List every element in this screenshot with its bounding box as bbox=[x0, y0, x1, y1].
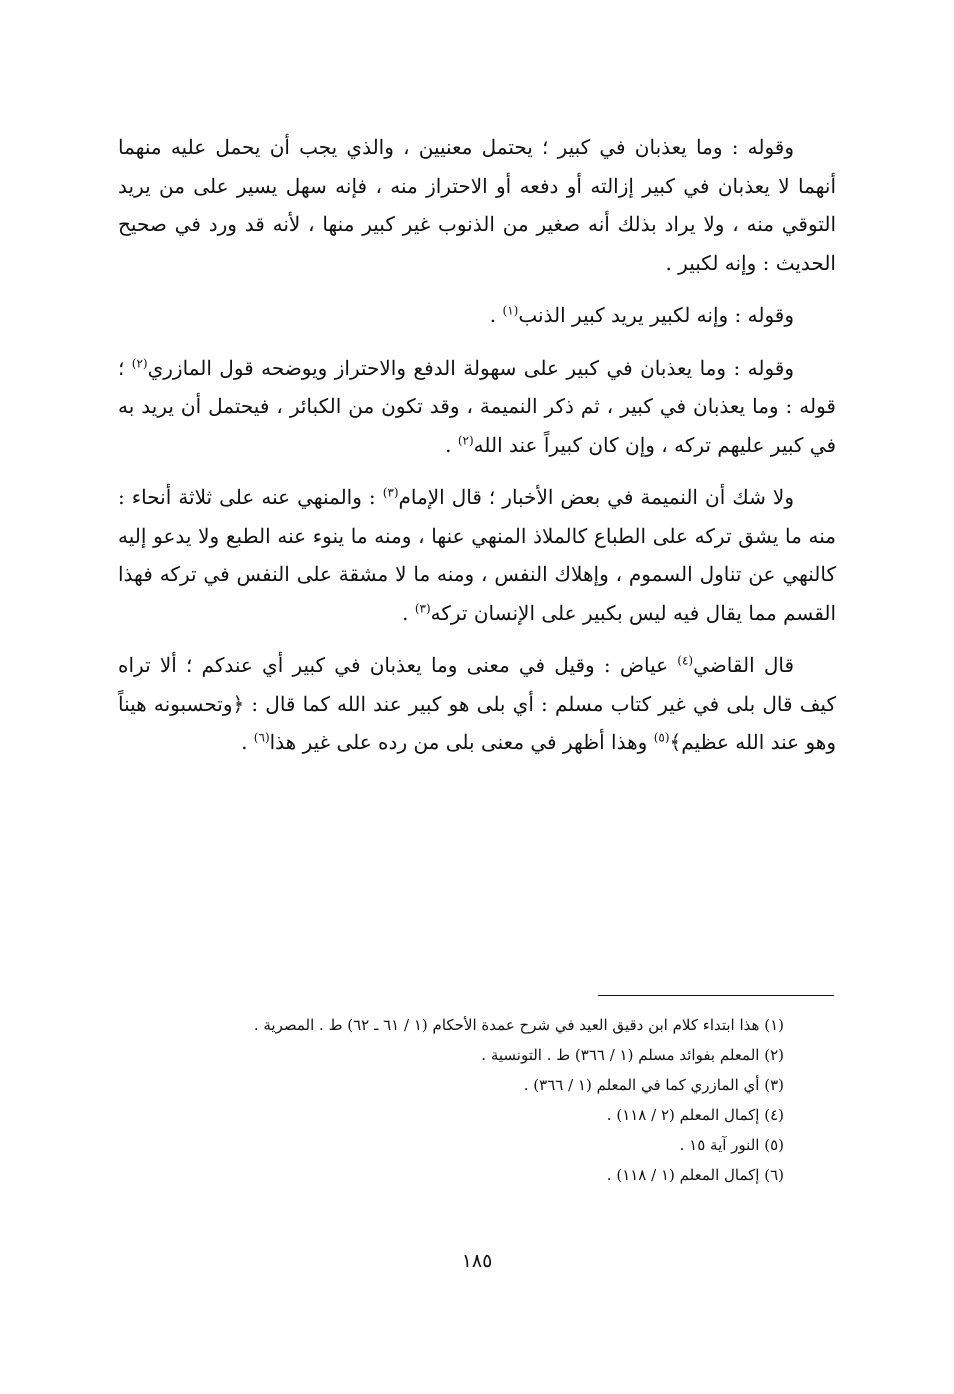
footnote-2: (٢) المعلم بفوائد مسلم (١ / ٣٦٦) ط . التونسية . bbox=[481, 1046, 784, 1064]
footnote-6: (٦) إكمال المعلم (١ / ١١٨) . bbox=[606, 1166, 784, 1184]
footnote-5: (٥) النور آية ١٥ . bbox=[679, 1136, 784, 1154]
paragraph-text: . bbox=[241, 730, 254, 754]
footnote-ref[interactable]: (٣) bbox=[382, 485, 399, 500]
footnote-3: (٣) أي المازري كما في المعلم (١ / ٣٦٦) . bbox=[523, 1076, 784, 1094]
footnote-ref[interactable]: (٣) bbox=[414, 600, 431, 615]
footnote-ref[interactable]: (٤) bbox=[677, 653, 694, 668]
paragraph-text: وقوله : وما يعذبان في كبير على سهولة الدفع والاحتراز ويوضحه قول المازري bbox=[147, 355, 794, 380]
paragraph-text: ولا شك أن النميمة في بعض الأخبار ؛ قال الإمام bbox=[398, 485, 794, 509]
paragraph-text: وقوله : وما يعذبان في كبير ؛ يحتمل معنيين ، والذي يجب أن يحمل عليه منهما أنهما لا يعذبان في كبير إزالته أو دفعه أو الاحتراز منه ، فإنه سهل يسير على من يريد التوقي منه ، ولا يراد بذلك أنه صغير من الذنوب غير كبير منها ، لأنه قد ورد في صحيح الحديث : وإنه لكبير . bbox=[118, 135, 836, 275]
paragraph-2 bbox=[118, 296, 836, 335]
footnote-ref[interactable]: (٦) bbox=[253, 730, 270, 745]
footnote-ref[interactable]: (٢) bbox=[131, 355, 148, 370]
paragraph-text: . bbox=[402, 600, 415, 625]
paragraph-3 bbox=[118, 349, 836, 465]
footnote-1: (١) هذا ابتداء كلام ابن دقيق العيد في شرح عمدة الأحكام (١ / ٦١ ـ ٦٢) ط . المصرية . bbox=[253, 1016, 784, 1034]
main-text bbox=[118, 128, 836, 776]
paragraph-4 bbox=[118, 478, 836, 632]
paragraph-text: ؛ قوله : وما يعذبان في كبير ، ثم ذكر النميمة ، وقد تكون من الكبائر ، فيحتمل أن يريد به في كبير عليهم تركه ، وإن كان كبيراً عند الله bbox=[118, 355, 836, 457]
paragraph-text: وقوله : وإنه لكبير يريد كبير الذنب bbox=[518, 303, 794, 327]
paragraph-text: . bbox=[489, 303, 503, 327]
paragraph-1 bbox=[118, 128, 836, 282]
footnote-ref[interactable]: (٥) bbox=[653, 730, 670, 745]
footnote-divider bbox=[598, 995, 834, 996]
paragraph-text: قال القاضي bbox=[693, 653, 795, 677]
footnotes bbox=[118, 1010, 784, 1190]
footnote-4: (٤) إكمال المعلم (٢ / ١١٨) . bbox=[606, 1106, 784, 1124]
page-number: ١٨٥ bbox=[461, 1250, 493, 1272]
paragraph-text: عياض : وقيل في معنى وما يعذبان في كبير أي عندكم ؛ ألا تراه كيف قال بلى في غير كتاب مسلم : أي بلى هو كبير عند الله كما قال : ﴿وتحسبونه هيناً وهو عند الله عظيم﴾ bbox=[118, 653, 836, 754]
paragraph-text: وهذا أظهر في معنى بلى من رده على غير هذا bbox=[269, 730, 654, 754]
paragraph-text: : والمنهي عنه على ثلاثة أنحاء : منه ما يشق تركه على الطباع كالملاذ المنهي عنها ، ومنه ما ينوء عنه الطبع ولا يدعو إليه كالنهي عن تناول السموم ، وإهلاك النفس ، ومنه ما لا مشقة على النفس في تركه فهذا القسم مما يقال فيه ليس بكبير على الإنسان تركه bbox=[118, 485, 836, 625]
footnote-ref[interactable]: (٢) bbox=[457, 432, 474, 447]
paragraph-text: . bbox=[445, 432, 458, 457]
paragraph-5 bbox=[118, 646, 836, 762]
footnote-ref[interactable]: (١) bbox=[502, 303, 519, 318]
